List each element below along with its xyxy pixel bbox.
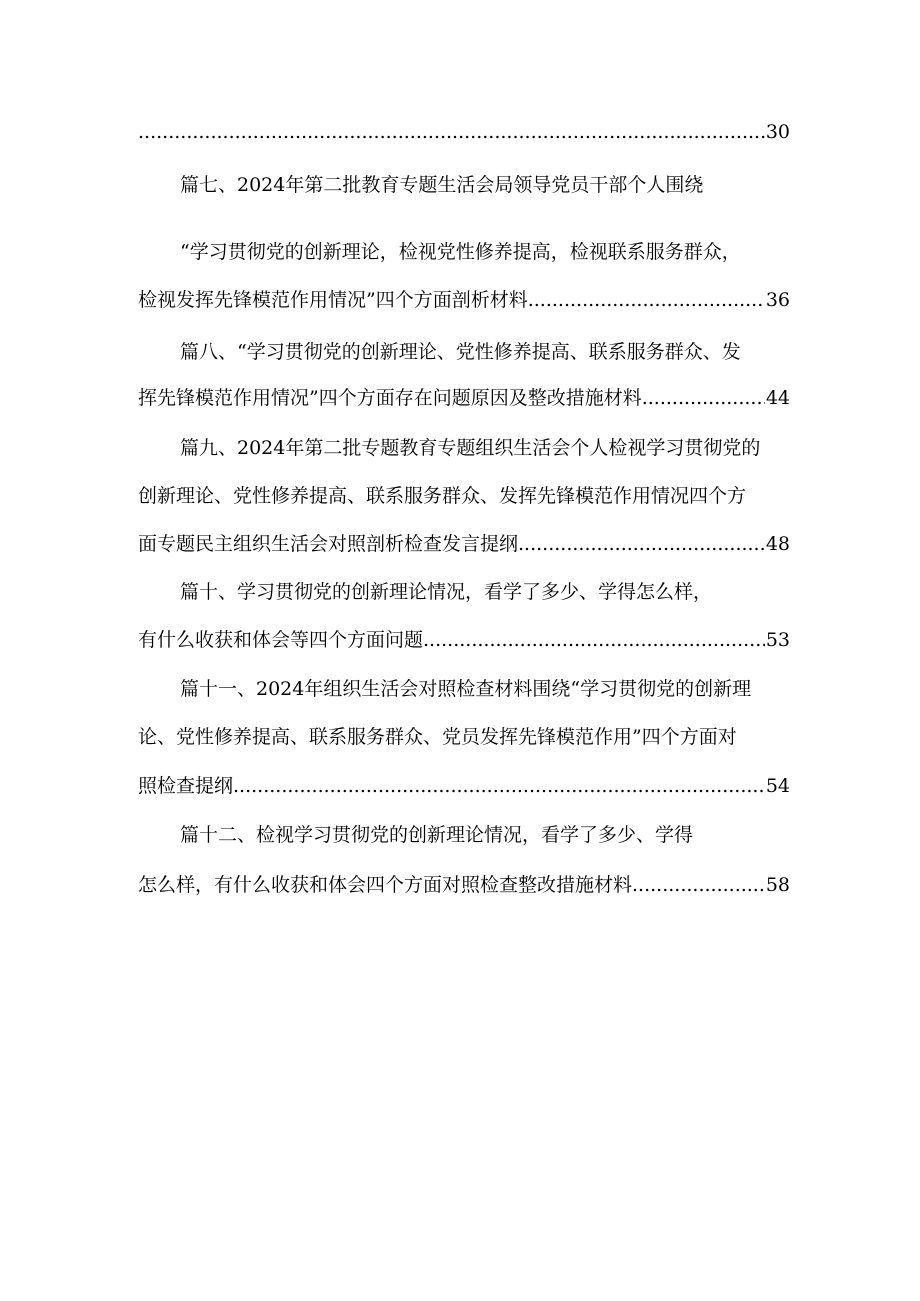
toc-entry-9-line-3[interactable]	[138, 529, 790, 559]
toc-entry-8-line-2[interactable]	[138, 383, 790, 413]
toc-entry-7-line-2: “学习贯彻党的创新理论，检视党性修养提高，检视联系服务群众，	[180, 241, 741, 263]
toc-page-number: 48	[765, 533, 790, 555]
toc-entry-9-line-2: 创新理论、党性修养提高、联系服务群众、发挥先锋模范作用情况四个方	[138, 485, 747, 507]
toc-entry-7-line-3[interactable]	[138, 285, 790, 315]
toc-entry-10-line-2[interactable]	[138, 625, 790, 655]
toc-leader-dots	[528, 285, 765, 315]
toc-entry-11-line-3[interactable]	[138, 771, 790, 801]
toc-entry-text: 面专题民主组织生活会对照剖析检查发言提纲	[138, 533, 519, 555]
toc-entry-11-title[interactable]: 篇十一、2024年组织生活会对照检查材料围绕“学习贯彻党的创新理	[180, 678, 752, 700]
toc-entry-text: 照检查提纲	[138, 775, 234, 797]
toc-entry-7-title[interactable]: 篇七、2024年第二批教育专题生活会局领导党员干部个人围绕	[180, 174, 704, 196]
toc-page-number: 30	[765, 121, 790, 143]
toc-leader-dots	[518, 529, 765, 559]
toc-entry-text: 有什么收获和体会等四个方面问题	[138, 629, 424, 651]
toc-entry-9-title[interactable]: 篇九、2024年第二批专题教育专题组织生活会个人检视学习贯彻党的	[180, 437, 761, 459]
toc-entry-12-title[interactable]: 篇十二、检视学习贯彻党的创新理论情况，看学了多少、学得	[180, 824, 694, 846]
toc-page-number: 53	[765, 629, 790, 651]
toc-leader-dots	[642, 383, 765, 413]
toc-page-number: 36	[765, 289, 790, 311]
toc-entry-text: 挥先锋模范作用情况”四个方面存在问题原因及整改措施材料	[138, 387, 642, 409]
toc-entry-6-dots-line[interactable]	[138, 117, 790, 147]
toc-page-number: 58	[765, 874, 790, 896]
toc-page-number: 54	[765, 775, 790, 797]
toc-entry-text: 怎么样，有什么收获和体会四个方面对照检查整改措施材料	[138, 874, 633, 896]
toc-page-number: 44	[765, 387, 790, 409]
toc-leader-dots	[423, 625, 765, 655]
toc-entry-11-line-2: 论、党性修养提高、联系服务群众、党员发挥先锋模范作用”四个方面对	[138, 726, 737, 748]
toc-leader-dots	[138, 117, 765, 147]
toc-leader-dots	[632, 870, 765, 900]
toc-entry-10-title[interactable]: 篇十、学习贯彻党的创新理论情况，看学了多少、学得怎么样，	[180, 581, 713, 603]
toc-leader-dots	[233, 771, 765, 801]
toc-entry-8-title[interactable]: 篇八、“学习贯彻党的创新理论、党性修养提高、联系服务群众、发	[180, 341, 741, 363]
toc-entry-text: 检视发挥先锋模范作用情况”四个方面剖析材料	[138, 289, 528, 311]
toc-entry-12-line-2[interactable]	[138, 870, 790, 900]
